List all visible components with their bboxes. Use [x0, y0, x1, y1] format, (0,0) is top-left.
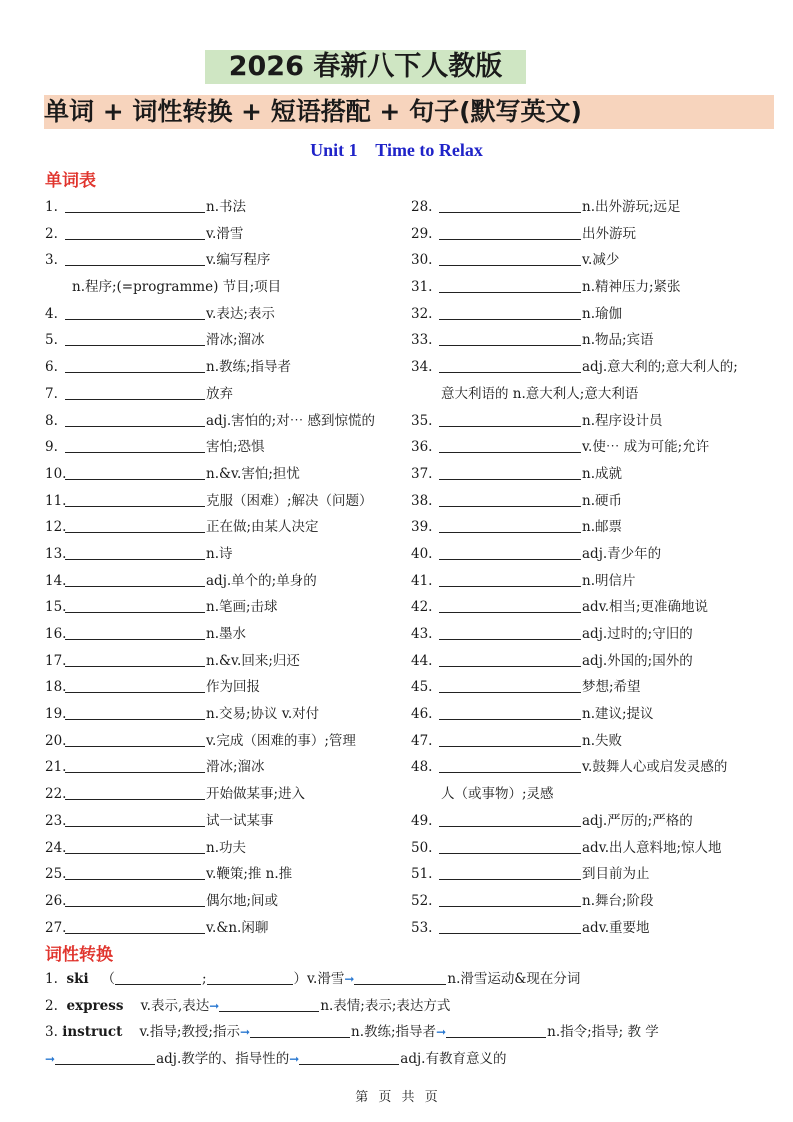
item-number: 9. [45, 439, 58, 456]
word-item [411, 621, 786, 648]
meaning: n.滑雪运动&现在分词 [447, 971, 581, 987]
word-item [411, 408, 786, 435]
answer-blank[interactable] [65, 357, 205, 373]
answer-blank[interactable] [439, 731, 581, 747]
item-number: 32. [411, 305, 433, 322]
word-meaning: n.书法 [206, 199, 246, 215]
right-arrow-icon: ➞ [239, 1025, 251, 1040]
word-item [45, 194, 420, 221]
word-meaning: 开始做某事;进入 [206, 786, 306, 803]
item-number: 25. [45, 866, 67, 883]
word-meaning: v.鞭策;推 n.推 [206, 866, 293, 883]
answer-blank[interactable] [299, 1049, 399, 1065]
item-number: 1. [45, 199, 58, 215]
right-arrow-icon: ➞ [289, 1051, 300, 1066]
word-meaning: n.失败 [582, 732, 622, 749]
item-number: 33. [411, 332, 433, 349]
word-meaning: n.程序设计员 [582, 412, 663, 429]
word-meaning: n.瑜伽 [582, 305, 622, 322]
answer-blank[interactable] [439, 250, 581, 266]
word-meaning: v.鼓舞人心或启发灵感的 [582, 759, 728, 776]
item-number: 1. [45, 971, 58, 987]
item-number: 47. [411, 732, 433, 749]
word-meaning: 试一试某事 [206, 812, 274, 829]
word-item [45, 621, 420, 648]
item-number: 39. [411, 519, 433, 536]
item-number: 37. [411, 465, 433, 482]
item-number: 27. [45, 919, 67, 936]
word-meaning: v.&n.闲聊 [206, 919, 269, 936]
word-item [45, 354, 420, 381]
item-number: 49. [411, 812, 433, 829]
word-meaning-continued: 人（或事物）;灵感 [441, 786, 554, 803]
item-number: 46. [411, 706, 433, 723]
item-number: 4. [45, 305, 58, 322]
word-meaning: adj.单个的;单身的 [206, 572, 317, 589]
word-meaning: adv.重要地 [582, 919, 650, 936]
word-item [45, 808, 420, 835]
word-item [411, 888, 786, 915]
word-item [45, 461, 420, 488]
answer-blank[interactable] [439, 197, 581, 213]
word-meaning: 滑冰;溜冰 [206, 332, 265, 349]
word-meaning: 克服（困难）;解决（问题） [206, 492, 373, 509]
word-item [411, 354, 786, 381]
answer-blank[interactable] [439, 918, 581, 934]
answer-blank[interactable] [65, 811, 205, 827]
word-item [411, 221, 786, 248]
answer-blank[interactable] [446, 1022, 546, 1038]
item-number: 15. [45, 599, 67, 616]
word-item [411, 701, 786, 728]
word-item [45, 488, 420, 515]
item-number: 36. [411, 439, 433, 456]
item-number: 6. [45, 359, 58, 376]
answer-blank[interactable] [439, 491, 581, 507]
word-meaning: v.表达;表示 [206, 305, 275, 322]
word-item [45, 915, 420, 942]
meaning: n.表情;表示;表达方式 [320, 997, 451, 1014]
word-meaning: n.笔画;击球 [206, 599, 278, 616]
answer-blank[interactable] [439, 464, 581, 480]
item-number: 52. [411, 892, 433, 909]
item-number: 7. [45, 385, 58, 402]
answer-blank[interactable] [439, 624, 581, 640]
word-meaning: n.物品;宾语 [582, 332, 654, 349]
item-number: 14. [45, 572, 67, 589]
answer-blank[interactable] [219, 996, 319, 1012]
word-item [45, 434, 420, 461]
answer-blank[interactable] [65, 838, 205, 854]
word-item [45, 327, 420, 354]
item-number: 44. [411, 652, 433, 669]
word-meaning: n.&v.害怕;担忧 [206, 465, 300, 482]
word-item [45, 648, 420, 675]
conversion-item [45, 993, 765, 1020]
word-meaning: v.编写程序 [206, 252, 271, 269]
answer-blank[interactable] [439, 651, 581, 667]
answer-blank[interactable] [65, 918, 205, 934]
answer-blank[interactable] [55, 1049, 155, 1065]
answer-blank[interactable] [65, 597, 205, 613]
answer-blank[interactable] [65, 250, 205, 266]
document-title: 2026 春新八下人教版 [205, 50, 526, 84]
answer-blank[interactable] [65, 224, 205, 240]
word-meaning: n.诗 [206, 545, 233, 562]
word-item [45, 888, 420, 915]
answer-blank[interactable] [65, 864, 205, 880]
answer-blank[interactable] [65, 651, 205, 667]
word-meaning: n.邮票 [582, 519, 622, 536]
item-number: 42. [411, 599, 433, 616]
section-heading-conversion: 词性转换 [45, 945, 113, 965]
answer-blank[interactable] [65, 784, 205, 800]
page-footer: 第 页 共 页 [355, 1090, 438, 1105]
answer-blank[interactable] [115, 969, 201, 985]
answer-blank[interactable] [65, 704, 205, 720]
answer-blank[interactable] [439, 411, 581, 427]
item-number: 16. [45, 626, 67, 642]
item-number: 50. [411, 839, 433, 856]
word-item [411, 327, 786, 354]
word-item [411, 461, 786, 488]
word-meaning: 梦想;希望 [582, 679, 641, 696]
item-number: 34. [411, 359, 433, 376]
word-item [411, 514, 786, 541]
word-item [411, 247, 786, 274]
word-item [411, 754, 786, 781]
item-number: 18. [45, 679, 67, 696]
answer-blank[interactable] [65, 384, 205, 400]
item-number: 38. [411, 492, 433, 509]
word-item [45, 247, 420, 274]
item-number: 24. [45, 839, 67, 856]
item-number: 11. [45, 492, 67, 509]
word-meaning-continued: 意大利语的 n.意大利人;意大利语 [441, 385, 639, 402]
word-item [411, 541, 786, 568]
word-item [411, 808, 786, 835]
word-item [411, 488, 786, 515]
item-number: 3. [45, 1024, 58, 1041]
answer-blank[interactable] [65, 731, 205, 747]
answer-blank[interactable] [439, 330, 581, 346]
meaning: n.指令;指导; 教 学 [547, 1024, 659, 1041]
word-meaning: n.硬币 [582, 492, 622, 509]
word-item [45, 541, 420, 568]
meaning: v.滑雪 [307, 971, 345, 987]
meaning: v.指导;教授;指示 [139, 1024, 240, 1041]
word-item [411, 915, 786, 942]
conversion-list [45, 966, 765, 1072]
word-meaning: n.&v.回来;归还 [206, 652, 300, 669]
meaning: adj.有教育意义的 [400, 1050, 507, 1067]
word-meaning: v.使⋯ 成为可能;允许 [582, 439, 710, 456]
word-meaning: n.功夫 [206, 839, 246, 856]
word-item [411, 568, 786, 595]
word-item [411, 594, 786, 621]
answer-blank[interactable] [207, 969, 293, 985]
item-number: 53. [411, 919, 433, 936]
word-item [411, 861, 786, 888]
word-meaning: n.建议;提议 [582, 706, 654, 723]
word-meaning: adj.害怕的;对⋯ 感到惊慌的 [206, 412, 376, 429]
item-number: 31. [411, 279, 433, 296]
item-number: 20. [45, 732, 67, 749]
right-arrow-icon: ➞ [45, 1051, 56, 1066]
answer-blank[interactable] [439, 224, 581, 240]
word-item [411, 434, 786, 461]
item-number: 29. [411, 225, 433, 242]
item-number: 35. [411, 412, 433, 429]
word-meaning: 出外游玩 [582, 225, 636, 242]
word-item [411, 674, 786, 701]
word-item [45, 594, 420, 621]
word-item [45, 408, 420, 435]
word-meaning: adj.青少年的 [582, 545, 662, 562]
item-number: 43. [411, 626, 433, 642]
item-number: 5. [45, 332, 58, 349]
word-item [411, 274, 786, 301]
answer-blank[interactable] [65, 464, 205, 480]
word-meaning: adj.意大利的;意大利人的; [582, 359, 738, 376]
answer-blank[interactable] [439, 357, 581, 373]
unit-title: Unit 1 Time to Relax [310, 140, 483, 160]
word-item [411, 728, 786, 755]
keyword: instruct [62, 1024, 123, 1041]
word-meaning: n.交易;协议 v.对付 [206, 706, 320, 723]
answer-blank[interactable] [250, 1022, 350, 1038]
answer-blank[interactable] [354, 969, 446, 985]
word-item [45, 754, 420, 781]
item-number: 26. [45, 892, 67, 909]
right-arrow-icon: ➞ [344, 972, 355, 986]
answer-blank[interactable] [65, 304, 205, 320]
word-meaning: 害怕;恐惧 [206, 439, 265, 456]
word-item [45, 381, 420, 408]
word-item [45, 728, 420, 755]
answer-blank[interactable] [65, 517, 205, 533]
word-meaning: n.出外游玩;远足 [582, 199, 681, 215]
word-item [411, 301, 786, 328]
meaning: adj.教学的、指导性的 [156, 1050, 290, 1067]
word-meaning: n.墨水 [206, 626, 246, 642]
word-meaning: adj.过时的;守旧的 [582, 626, 693, 642]
meaning: v.表示,表达 [140, 997, 210, 1014]
word-item [45, 674, 420, 701]
section-heading-words: 单词表 [45, 171, 96, 191]
word-item [45, 514, 420, 541]
answer-blank[interactable] [439, 544, 581, 560]
word-meaning: n.成就 [582, 465, 622, 482]
answer-blank[interactable] [65, 757, 205, 773]
answer-blank[interactable] [439, 838, 581, 854]
word-meaning: n.教练;指导者 [206, 359, 292, 376]
item-number: 19. [45, 706, 67, 723]
item-number: 12. [45, 519, 67, 536]
answer-blank[interactable] [439, 597, 581, 613]
item-number: 40. [411, 545, 433, 562]
item-number: 28. [411, 199, 433, 215]
item-number: 21. [45, 759, 67, 776]
keyword: express [66, 997, 124, 1014]
answer-blank[interactable] [439, 757, 581, 773]
word-meaning-continued: n.程序;(=programme) 节目;项目 [72, 279, 282, 296]
word-meaning: n.舞台;阶段 [582, 892, 654, 909]
conversion-item-continued [45, 1046, 765, 1073]
item-number: 45. [411, 679, 433, 696]
word-list-right [411, 194, 786, 941]
answer-blank[interactable] [65, 197, 205, 213]
word-meaning: 偶尔地;间或 [206, 892, 279, 909]
answer-blank[interactable] [439, 571, 581, 587]
word-meaning: adv.出人意料地;惊人地 [582, 839, 722, 856]
item-number: 22. [45, 786, 67, 803]
word-meaning: adj.外国的;国外的 [582, 652, 693, 669]
separator: ; [201, 971, 207, 987]
item-number: 2. [45, 225, 58, 242]
word-meaning: n.精神压力;紧张 [582, 279, 681, 296]
word-item [45, 221, 420, 248]
word-meaning: v.减少 [582, 252, 620, 269]
word-item [45, 568, 420, 595]
word-meaning: n.明信片 [582, 572, 636, 589]
word-meaning: v.完成（困难的事）;管理 [206, 732, 356, 749]
answer-blank[interactable] [439, 277, 581, 293]
right-arrow-icon: ➞ [436, 1025, 447, 1040]
word-list-left [45, 194, 420, 941]
right-arrow-icon: ➞ [209, 998, 220, 1013]
item-number: 48. [411, 759, 433, 776]
word-item [411, 194, 786, 221]
word-meaning: 放弃 [206, 385, 233, 402]
word-item [45, 301, 420, 328]
word-meaning: adv.相当;更准确地说 [582, 599, 709, 616]
item-number: 10. [45, 465, 67, 482]
word-item [45, 861, 420, 888]
word-meaning: adj.严厉的;严格的 [582, 812, 693, 829]
word-meaning: 正在做;由某人决定 [206, 519, 319, 536]
answer-blank[interactable] [439, 704, 581, 720]
conversion-item [45, 966, 765, 993]
answer-blank[interactable] [65, 437, 205, 453]
word-item [45, 701, 420, 728]
answer-blank[interactable] [439, 437, 581, 453]
answer-blank[interactable] [65, 571, 205, 587]
word-meaning: 到目前为止 [582, 866, 650, 883]
word-item [411, 835, 786, 862]
answer-blank[interactable] [439, 811, 581, 827]
word-item [45, 781, 420, 808]
answer-blank[interactable] [65, 544, 205, 560]
answer-blank[interactable] [439, 517, 581, 533]
answer-blank[interactable] [439, 864, 581, 880]
open-paren: （ [101, 971, 115, 987]
keyword: ski [66, 971, 89, 987]
answer-blank[interactable] [65, 411, 205, 427]
item-number: 51. [411, 866, 433, 883]
answer-blank[interactable] [65, 891, 205, 907]
item-number: 17. [45, 652, 67, 669]
answer-blank[interactable] [439, 677, 581, 693]
item-number: 23. [45, 812, 67, 829]
word-meaning: 作为回报 [206, 679, 260, 696]
word-item [45, 835, 420, 862]
item-number: 2. [45, 997, 58, 1014]
meaning: n.教练;指导者 [351, 1024, 437, 1041]
answer-blank[interactable] [439, 891, 581, 907]
answer-blank[interactable] [439, 304, 581, 320]
word-meaning: 滑冰;溜冰 [206, 759, 265, 776]
item-number: 8. [45, 412, 58, 429]
item-number: 3. [45, 252, 58, 269]
item-number: 30. [411, 252, 433, 269]
conversion-item [45, 1019, 765, 1046]
item-number: 41. [411, 572, 433, 589]
answer-blank[interactable] [65, 624, 205, 640]
answer-blank[interactable] [65, 677, 205, 693]
answer-blank[interactable] [65, 330, 205, 346]
answer-blank[interactable] [65, 491, 205, 507]
document-subtitle: 单词 + 词性转换 + 短语搭配 + 句子(默写英文) [44, 95, 774, 129]
close-paren: ） [293, 971, 308, 987]
word-item [411, 648, 786, 675]
item-number: 13. [45, 545, 67, 562]
word-meaning: v.滑雪 [206, 225, 244, 242]
